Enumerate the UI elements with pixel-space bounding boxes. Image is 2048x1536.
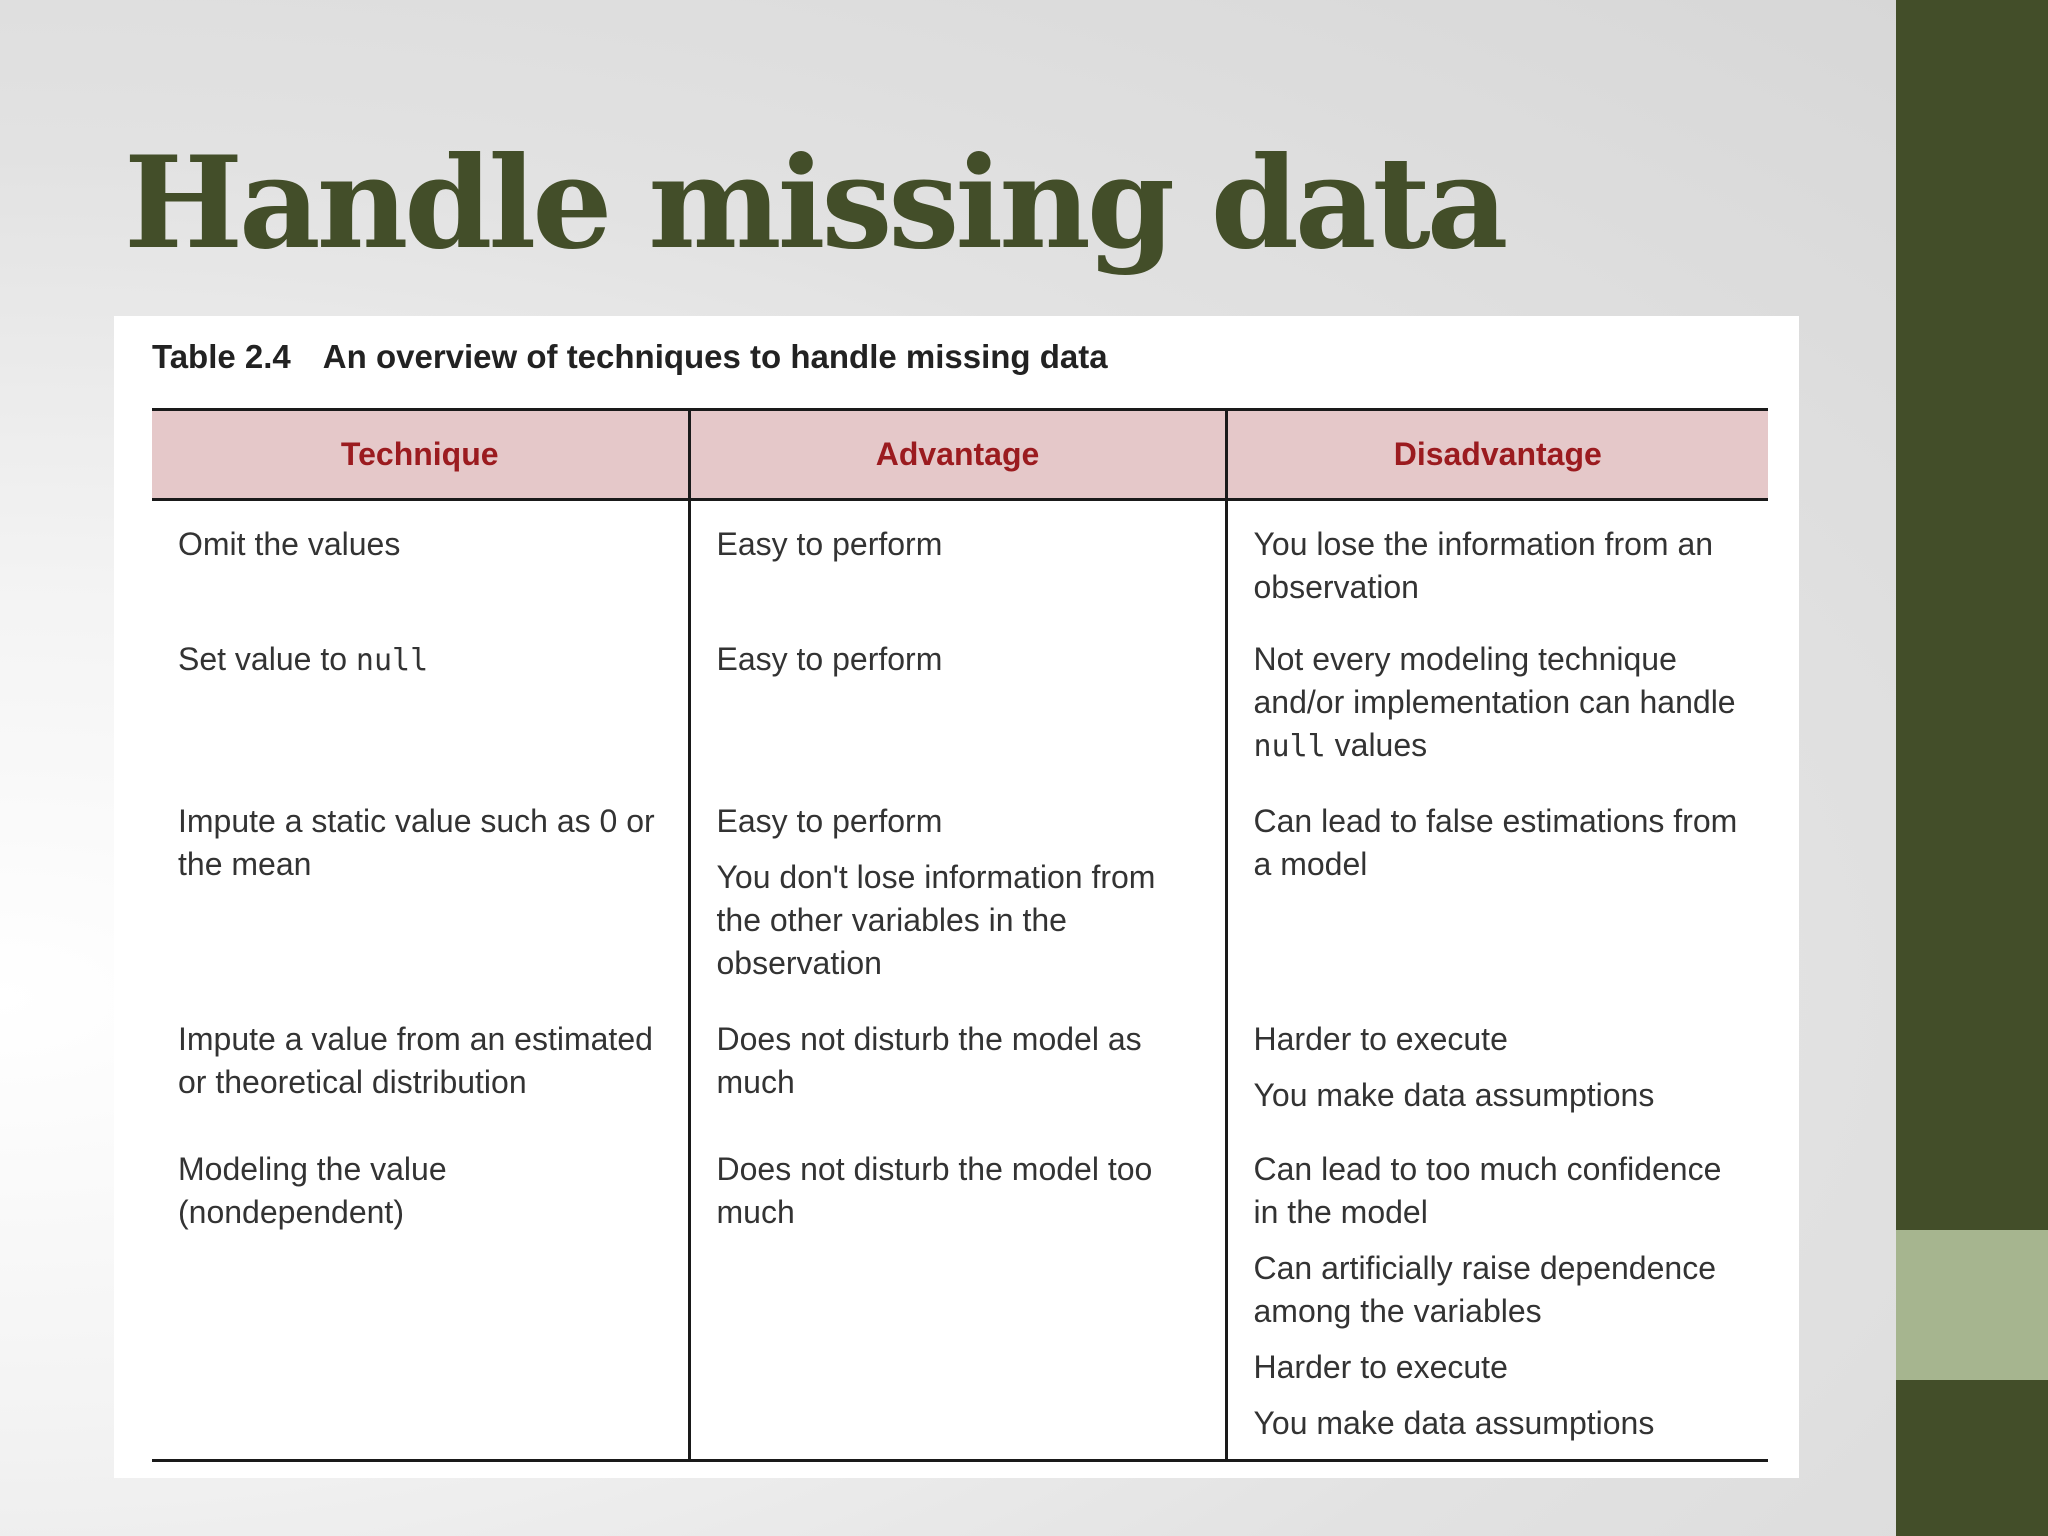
techniques-table xyxy=(152,408,1768,1462)
table-row xyxy=(152,1126,1768,1461)
disadvantage-item: You make data assumptions xyxy=(1253,1404,1655,1441)
technique-cell xyxy=(152,616,689,778)
table-row xyxy=(152,778,1768,996)
disadvantage-cell xyxy=(1226,500,1768,616)
disadvantage-cell xyxy=(1226,616,1768,778)
disadvantage-item: Can lead to false estimations from a model xyxy=(1253,802,1738,882)
table-row xyxy=(152,616,1768,778)
technique-cell: Impute a value from an estimated or theoretical distribution xyxy=(178,1020,653,1100)
disadvantage-item: You make data assumptions xyxy=(1253,1076,1655,1113)
disadvantage-item: Harder to execute xyxy=(1253,1348,1508,1385)
disadvantage-cell xyxy=(1226,1126,1768,1461)
disadvantage-text: Not every modeling technique and/or implementation can handle xyxy=(1253,640,1736,720)
disadvantage-item: You lose the information from an observation xyxy=(1253,526,1714,605)
technique-cell: Omit the values xyxy=(178,526,401,562)
advantage-item: Easy to perform xyxy=(716,802,943,839)
table-caption xyxy=(152,338,1108,376)
advantage-cell xyxy=(689,500,1226,616)
technique-text: Set value to xyxy=(178,640,347,677)
disadvantage-cell xyxy=(1226,996,1768,1126)
table-image-panel xyxy=(114,316,1799,1478)
advantage-cell xyxy=(689,778,1226,996)
advantage-item: You don't lose information from the other variables in the observation xyxy=(716,858,1156,981)
disadvantage-item: Can lead to too much confidence in the model xyxy=(1253,1150,1722,1230)
advantage-item: Does not disturb the model as much xyxy=(716,1020,1142,1100)
table-caption-number: Table 2.4 xyxy=(152,338,291,375)
technique-cell: Modeling the value (nondependent) xyxy=(152,1126,689,1461)
technique-cell: Impute a static value such as 0 or the mean xyxy=(178,802,655,882)
advantage-item: Easy to perform xyxy=(716,640,943,677)
disadvantage-item: Can artificially raise dependence among the variables xyxy=(1253,1249,1716,1329)
advantage-item: Does not disturb the model too much xyxy=(716,1150,1153,1230)
header-technique: Technique xyxy=(152,410,689,500)
table-row xyxy=(152,500,1768,616)
disadvantage-cell xyxy=(1226,778,1768,996)
advantage-item: Easy to perform xyxy=(716,526,943,562)
table-caption-text: An overview of techniques to handle missing data xyxy=(322,338,1108,375)
code-null: null xyxy=(1253,728,1326,764)
disadvantage-text-end: values xyxy=(1334,726,1428,763)
disadvantage-item: Harder to execute xyxy=(1253,1020,1508,1057)
code-null: null xyxy=(355,642,429,678)
advantage-cell xyxy=(689,616,1226,778)
header-disadvantage: Disadvantage xyxy=(1226,410,1768,500)
slide-title: Handle missing data xyxy=(124,129,1505,277)
advantage-cell xyxy=(689,1126,1226,1461)
side-accent-block xyxy=(1896,1230,2048,1380)
table-header-row xyxy=(152,410,1768,500)
table-row xyxy=(152,996,1768,1126)
header-advantage: Advantage xyxy=(689,410,1226,500)
advantage-cell xyxy=(689,996,1226,1126)
